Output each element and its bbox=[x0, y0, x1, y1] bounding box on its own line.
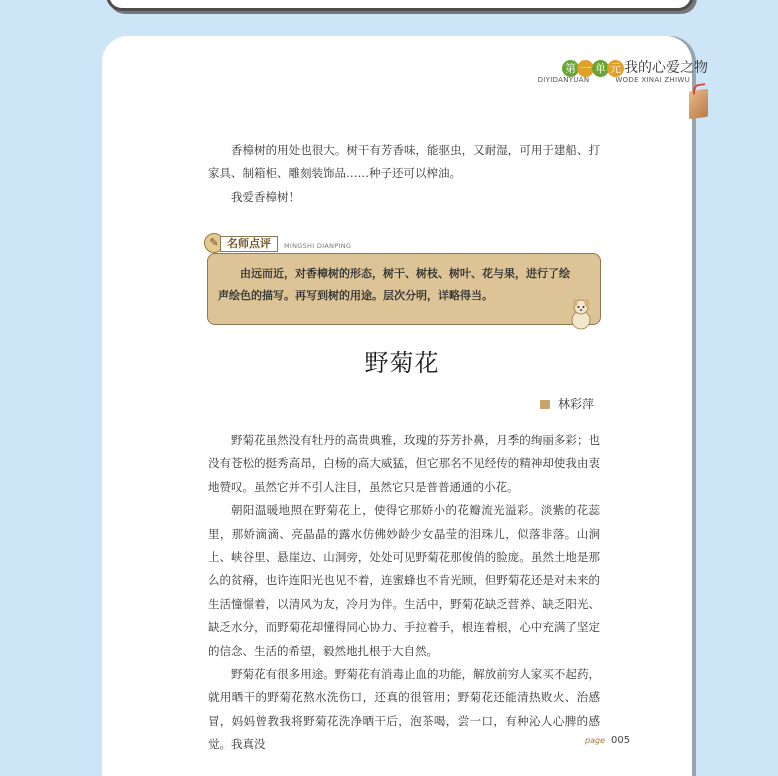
author-icon bbox=[540, 400, 550, 409]
article-paragraph: 野菊花虽然没有牡丹的高贵典雅，玫瑰的芬芳扑鼻，月季的绚丽多彩；也没有苍松的挺秀高昂，白杨的高大威猛，但它那名不见经传的精神却使我由衷地赞叹。虽然它并不引人注目，虽然它只是普普通通的小花。 bbox=[208, 433, 600, 494]
previous-page-edge bbox=[106, 0, 694, 11]
intro-text bbox=[208, 139, 600, 209]
page-number: 005 bbox=[610, 735, 631, 746]
book-icon bbox=[689, 89, 708, 120]
page-word: page bbox=[585, 736, 605, 745]
unit-badge: 单 bbox=[592, 60, 609, 77]
comment-text bbox=[218, 263, 578, 307]
article-paragraph: 野菊花有很多用途。野菊花有消毒止血的功能，解放前穷人家买不起药，就用晒干的野菊花熬水洗伤口，还真的很管用；野菊花还能清热败火、治感冒，妈妈曾教我将野菊花洗净晒干后，泡茶喝，尝一口，有种沁人心脾的感觉。我真没 bbox=[208, 667, 600, 752]
unit-badge: 第 bbox=[562, 60, 579, 77]
author-name: 林彩萍 bbox=[558, 397, 595, 411]
comment-tab bbox=[204, 233, 364, 255]
comment-paragraph: 由远而近，对香樟树的形态，树干、树枝、树叶、花与果，进行了绘声绘色的描写。再写到树的用途。层次分明，详略得当。 bbox=[218, 267, 570, 302]
author-line bbox=[540, 395, 594, 412]
unit-header bbox=[537, 56, 708, 84]
intro-paragraph: 香樟树的用处也很大。树干有芳香味，能驱虫，又耐湿，可用于建船、打家具、制箱柜、雕刻装饰品……种子还可以榨油。 bbox=[208, 143, 600, 181]
unit-badge: 一 bbox=[577, 60, 594, 77]
unit-badges bbox=[562, 57, 622, 77]
comment-box bbox=[207, 253, 601, 325]
page-footer bbox=[585, 735, 630, 746]
unit-badge: 元 bbox=[607, 60, 624, 77]
comment-pinyin: MINGSHI DIANPING bbox=[284, 242, 352, 250]
unit-pinyin bbox=[538, 76, 690, 84]
article-body bbox=[208, 429, 600, 757]
pen-icon: ✎ bbox=[204, 233, 224, 253]
article-title: 野菊花 bbox=[364, 349, 440, 377]
unit-pinyin-left: DIYIDANYUAN bbox=[537, 76, 590, 84]
comment-label: 名师点评 bbox=[220, 236, 278, 252]
unit-title: 我的心爱之物 bbox=[624, 59, 708, 76]
unit-pinyin-right: WODE XINAI ZHIWU bbox=[615, 76, 690, 84]
puppy-icon bbox=[568, 296, 594, 330]
intro-paragraph: 我爱香樟树！ bbox=[231, 189, 300, 204]
article-paragraph: 朝阳温暖地照在野菊花上，使得它那娇小的花瓣流光溢彩。淡紫的花蕊里，那娇滴滴、亮晶晶的露水仿佛妙龄少女晶莹的泪珠儿，似落非落。山涧上、峡谷里、悬崖边、山洞旁，处处可见野菊花那俊俏的脸庞。虽然土地是那么的贫瘠，也许连阳光也见不着，连蜜蜂也不肯光顾，但野菊花还是对未来的生活憧憬着，以清风为友，冷月为伴。生活中，野菊花缺乏营养、缺乏阳光、缺乏水分，而野菊花却懂得同心协力、手拉着手，根连着根，心中充满了坚定的信念、生活的希望，毅然地扎根于大自然。 bbox=[208, 503, 600, 658]
